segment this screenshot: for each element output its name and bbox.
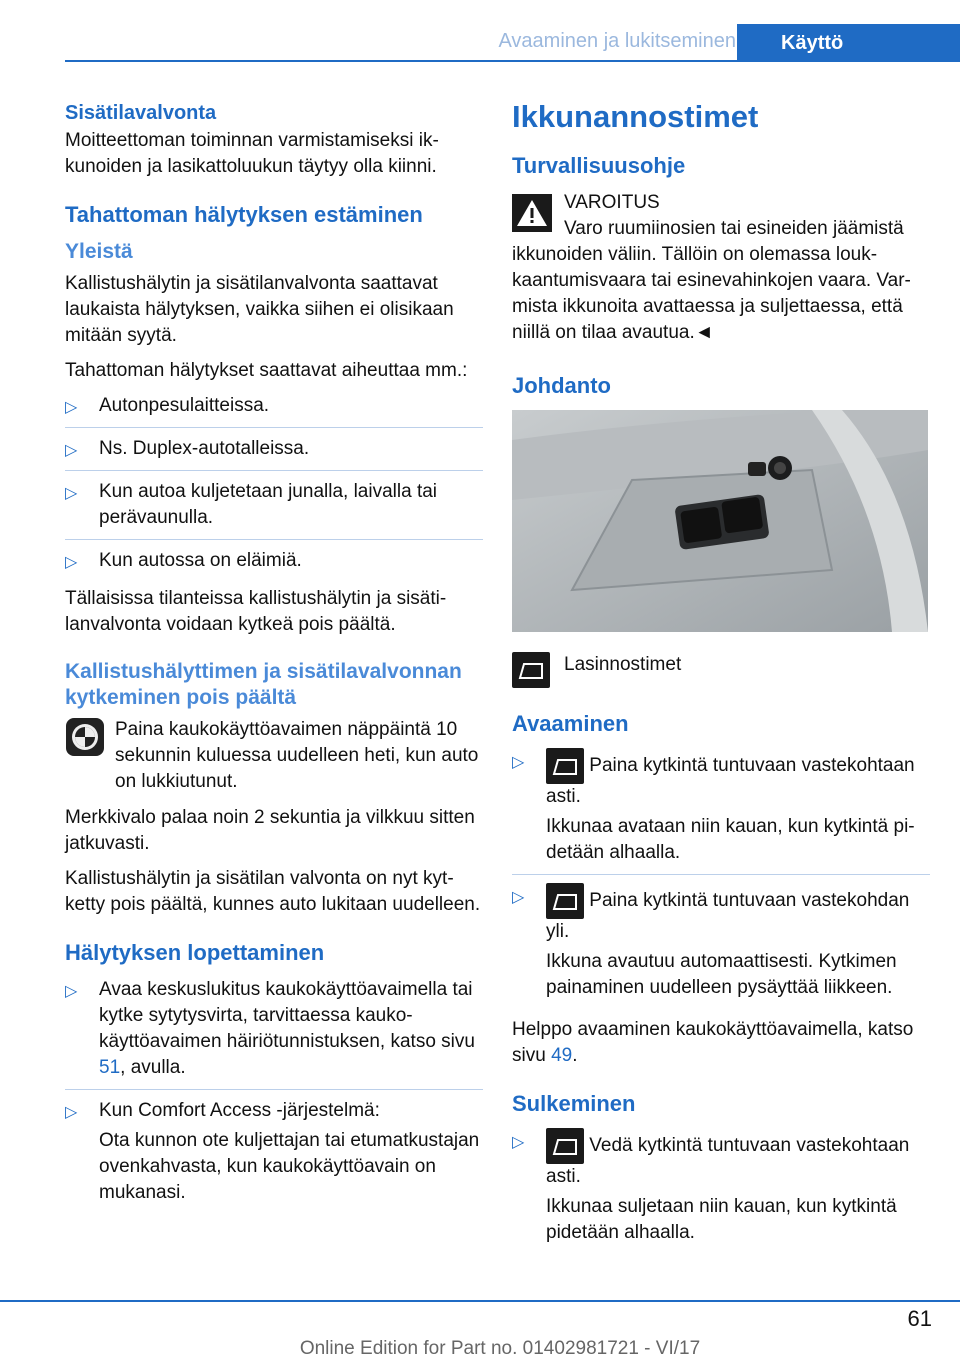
list-item: ▷ Vedä kytkintä tuntuvaan vastekohtaan asti. Ikkunaa suljetaan niin kauan, kun kytkintä pidetään alhaalla. <box>512 1128 930 1254</box>
warning-block <box>512 190 930 346</box>
causes-list <box>65 393 483 582</box>
open-list <box>512 748 930 1009</box>
switch-off-row <box>65 717 483 795</box>
window-switch-icon <box>512 652 550 688</box>
triangle-bullet-icon: ▷ <box>65 1104 78 1121</box>
warning-triangle-icon <box>512 194 552 232</box>
edition-footer: Online Edition for Part no. 01402981721 - VI/17 <box>299 1338 701 1359</box>
door-switch-photo <box>512 410 928 632</box>
window-switch-icon <box>546 883 584 919</box>
list-item: ▷ Ns. Duplex-autotalleissa. <box>65 436 483 471</box>
indicator-text: Merkkivalo palaa noin 2 sekuntia ja vilkkuu sitten jatkuvasti. <box>65 807 475 854</box>
switch-off-text: Paina kaukokäyttöavaimen näppäintä 10 sekunnin kuluessa uudelleen heti, kun auto on lukkiutunut. <box>115 719 479 792</box>
lifters-row <box>512 652 930 688</box>
triangle-bullet-icon: ▷ <box>512 889 525 906</box>
stop-list <box>65 977 483 1214</box>
triangle-bullet-icon: ▷ <box>65 554 78 571</box>
triangle-bullet-icon: ▷ <box>65 399 78 416</box>
page-number: 61 <box>907 1306 932 1331</box>
safety-heading: Turvallisuusohje <box>512 153 686 178</box>
warning-text: Varo ruumiinosien tai esineiden jäämistä ikkunoiden väliin. Tällöin on olemassa loukkaantumisvaara tai esinevahinkojen vaara. Varmista ikkunoita avattaessa ja suljettaessa, että niillä on tilaa avautua.◄ <box>512 218 911 343</box>
easy-open-text: Helppo avaaminen kaukokäyttöavaimella, katso sivu 49. <box>512 1019 914 1066</box>
causes-intro: Tahattoman hälytykset saattavat aiheuttaa mm.: <box>65 360 468 381</box>
interior-monitor-heading: Sisätilavalvonta <box>65 102 217 124</box>
header-section-title: Avaaminen ja lukitseminen <box>498 30 736 52</box>
triangle-bullet-icon: ▷ <box>65 442 78 459</box>
triangle-bullet-icon: ▷ <box>65 485 78 502</box>
window-switch-icon <box>546 748 584 784</box>
off-state-text: Kallistushälytin ja sisätilan valvonta on nyt kytketty pois päältä, kunnes auto lukitaan uudelleen. <box>65 868 481 915</box>
list-item: ▷ Kun Comfort Access -järjestelmä: Ota kunnon ote kuljettajan tai etumatkustajan ovenkahvasta, kun kaukokäyttöavain on mukanasi. <box>65 1100 480 1203</box>
page-link-49[interactable]: 49 <box>551 1045 573 1066</box>
window-switch-icon <box>546 1128 584 1164</box>
list-item: ▷ Paina kytkintä tuntuvaan vastekohdan yli. Ikkuna avautuu automaattisesti. Kytkimen painaminen uudelleen pysäyttää liikkeen. <box>512 883 930 1009</box>
triangle-bullet-icon: ▷ <box>512 754 525 771</box>
close-list <box>512 1128 930 1254</box>
interior-monitor-text: Moitteettoman toiminnan varmistamiseksi ikkunoiden ja lasikattoluukun täytyy olla kiinni. <box>65 130 439 177</box>
close-heading: Sulkeminen <box>512 1091 636 1116</box>
footer-rule <box>0 1300 960 1302</box>
right-column <box>512 98 930 1262</box>
general-text: Kallistushälytin ja sisätilanvalvonta saattavat laukaista hälytyksen, vaikka siihen ei olisikaan mitään syytä. <box>65 273 454 346</box>
list-item: ▷ Autonpesulaitteissa. <box>65 393 483 428</box>
warning-label: VAROITUS <box>564 192 660 213</box>
triangle-bullet-icon: ▷ <box>512 1134 525 1151</box>
prevent-alarm-heading: Tahattoman hälytyksen estäminen <box>65 202 423 227</box>
intro-heading: Johdanto <box>512 373 611 398</box>
page-link-51[interactable]: 51 <box>99 1057 121 1078</box>
list-item: ▷ Kun autoa kuljetetaan junalla, laivalla tai perävaunulla. <box>65 479 483 540</box>
list-item: ▷ Avaa keskuslukitus kaukokäyttöavaimella tai kytke sytytysvirta, tarvittaessa kaukokäyttöavaimen häiriötunnistuksen, katso sivu 51, avulla. <box>65 977 483 1090</box>
bmw-key-icon <box>65 717 105 757</box>
header-chapter-tab: Käyttö <box>737 24 960 62</box>
left-column <box>65 100 483 1222</box>
stop-alarm-heading: Hälytyksen lopettaminen <box>65 940 325 965</box>
list-item: ▷ Paina kytkintä tuntuvaan vastekohtaan asti. Ikkunaa avataan niin kauan, kun kytkintä pidetään alhaalla. <box>512 748 930 875</box>
open-heading: Avaaminen <box>512 711 629 736</box>
lifters-label: Lasinnostimet <box>564 654 682 675</box>
triangle-bullet-icon: ▷ <box>65 983 78 1000</box>
switch-off-heading: Kallistushälyttimen ja sisätilavalvonnan kytkeminen pois päältä <box>65 660 462 709</box>
general-heading: Yleistä <box>65 240 133 263</box>
list-item: ▷ Kun autossa on eläimiä. <box>65 548 483 582</box>
causes-after-text: Tällaisissa tilanteissa kallistushälytin ja sisätilanvalvonta voidaan kytkeä pois päältä. <box>65 588 447 635</box>
window-lifters-title: Ikkunannostimet <box>512 99 759 134</box>
